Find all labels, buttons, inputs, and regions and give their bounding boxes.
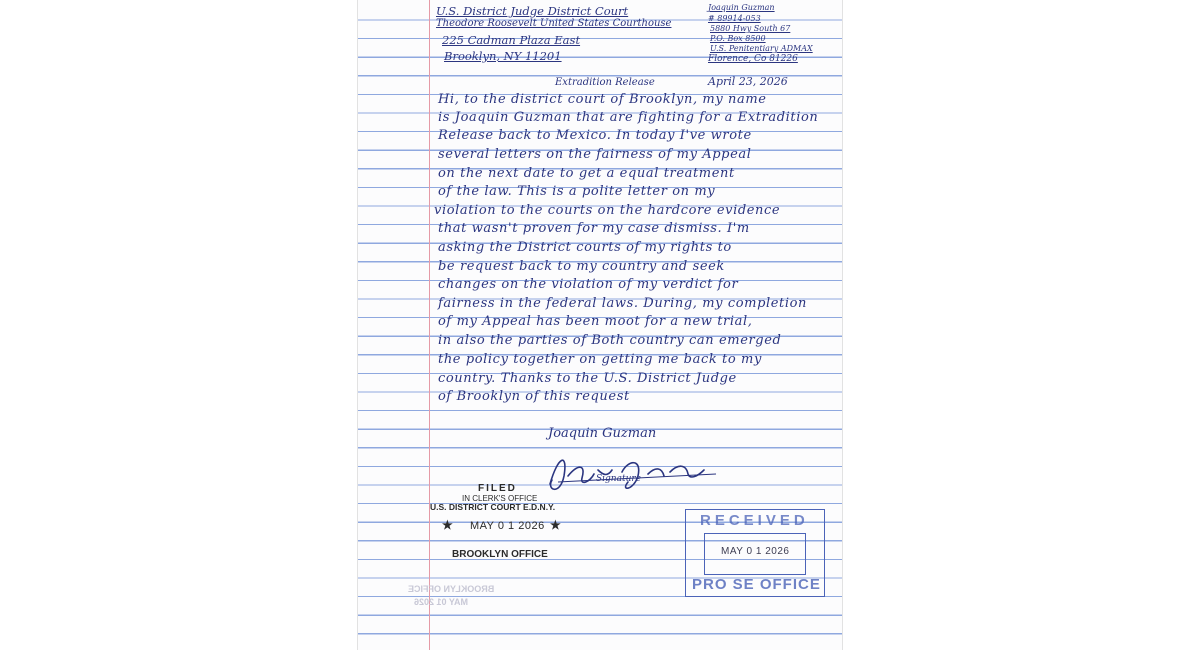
star-icon: ★: [550, 518, 561, 532]
body-line: of the law. This is a polite letter on my: [438, 184, 716, 199]
body-line: several letters on the fairness of my Appeal: [438, 147, 752, 162]
signature-scribble: [538, 446, 738, 498]
body-line: the policy together on getting me back to my: [438, 352, 762, 367]
body-line: on the next date to get a equal treatment: [438, 166, 735, 181]
body-line: fairness in the federal laws. During, my completion: [438, 296, 808, 311]
body-line: is Joaquin Guzman that are fighting for a Extradition: [438, 110, 819, 125]
body-line: of Brooklyn of this request: [438, 389, 630, 404]
printed-name: Joaquin Guzman: [548, 426, 657, 441]
letter-title: Extradition Release: [555, 77, 655, 88]
letter-date: April 23, 2026: [708, 75, 788, 88]
sender-line-2: # 89914-053: [708, 14, 761, 23]
body-line: be request back to my country and seek: [438, 259, 725, 274]
body-line: changes on the violation of my verdict for: [438, 277, 739, 292]
body-line: violation to the courts on the hardcore evidence: [434, 203, 781, 218]
sender-line-1: Joaquin Guzman: [708, 3, 775, 12]
filed-label: FILED: [478, 483, 517, 494]
letter-page: [358, 0, 842, 650]
sender-line-3: 5880 Hwy South 67: [710, 24, 791, 33]
sender-line-5: U.S. Penitentiary ADMAX: [710, 44, 813, 53]
recipient-line-3: 225 Cadman Plaza East: [442, 33, 581, 47]
body-line: country. Thanks to the U.S. District Judge: [438, 371, 737, 386]
sender-line-6: Florence, Co 81226: [708, 54, 798, 64]
pro-se-office-label: PRO SE OFFICE: [692, 576, 821, 593]
bleed-through-date: MAY 01 2026: [414, 597, 469, 607]
body-line: of my Appeal has been moot for a new trial,: [438, 314, 753, 329]
body-line: in also the parties of Both country can emerged: [438, 333, 782, 348]
body-line: asking the District courts of my rights to: [438, 240, 732, 255]
signature-caption: Signature: [596, 474, 642, 484]
received-date: MAY 0 1 2026: [721, 546, 790, 557]
pro-se-stamp: [685, 509, 825, 597]
margin-line: [429, 0, 430, 650]
body-line: that wasn't proven for my case dismiss. I'm: [438, 221, 750, 236]
received-label: RECEIVED: [700, 512, 809, 529]
body-line: Hi, to the district court of Brooklyn, my name: [438, 92, 767, 107]
bleed-through-stamp: BROOKLYN OFFICE: [408, 584, 495, 594]
brooklyn-office-label: BROOKLYN OFFICE: [452, 549, 548, 560]
clerks-office-label: IN CLERK'S OFFICE: [462, 494, 538, 503]
body-line: Release back to Mexico. In today I've wrote: [438, 128, 752, 143]
recipient-line-2: Theodore Roosevelt United States Courthouse: [436, 18, 672, 29]
court-label: U.S. DISTRICT COURT E.D.N.Y.: [430, 502, 556, 512]
sender-line-4: P.O. Box 8500: [710, 34, 766, 43]
recipient-line-4: Brooklyn, NY 11201: [444, 49, 562, 63]
recipient-line-1: U.S. District Judge District Court: [436, 4, 629, 18]
star-icon: ★: [442, 518, 453, 532]
filed-date: MAY 0 1 2026: [470, 520, 545, 532]
